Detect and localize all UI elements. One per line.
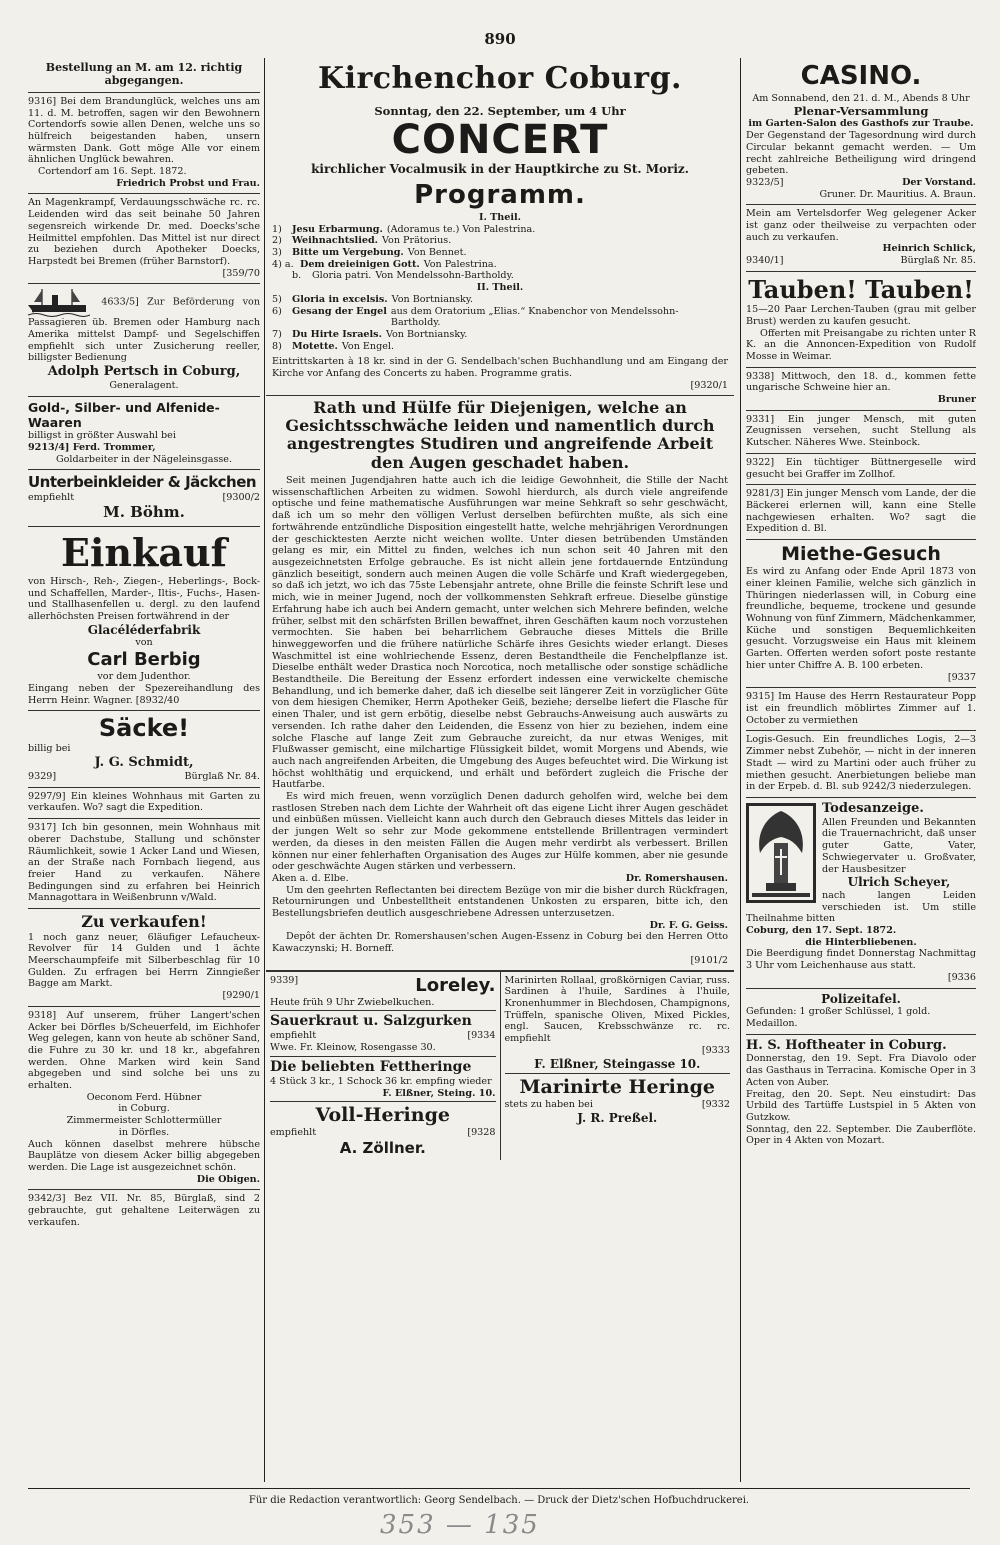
- middle-column: [266, 58, 734, 1482]
- programme-item-title: Jesu Erbarmung.: [292, 223, 383, 235]
- ad-polizeitafel-text: Gefunden: 1 großer Schlüssel, 1 gold. Medaillon.: [746, 1006, 931, 1029]
- concert-date: Sonntag, den 22. September, um 4 Uhr: [374, 103, 626, 118]
- ad-buettner: [746, 454, 976, 485]
- ad-sand-name2: Zimmermeister Schlottermüller: [66, 1115, 222, 1127]
- ad-marinirte-name: J. R. Preßel.: [577, 1111, 658, 1126]
- programme-item-number: 4) a.: [272, 258, 294, 270]
- ad-sand: [28, 1007, 260, 1191]
- ad-schweine: [746, 368, 976, 411]
- programme-item-number: 5): [272, 293, 282, 305]
- programme-item-composer: Von Bennet.: [407, 247, 467, 259]
- ad-doecks-text: An Magenkrampf, Verdauungsschwäche rc. rc. Leidenden wird das seit beinahe 50 Jahren segensreich wirkende Dr. med. Doecks'sche Heilmittel empfohlen. Das Mittel ist nur direct zu beziehen durch Apotheker Doecks, Harpstedt bei Bremen (früher Barnstorf).: [28, 197, 260, 267]
- programme-item-composer: Von Bortniansky.: [391, 293, 474, 305]
- ad-miethe-ref: [9337: [947, 671, 976, 683]
- programme-item-number: 3): [272, 247, 282, 259]
- programme-item: [272, 224, 728, 236]
- ad-marinirte-heringe: [505, 1076, 731, 1126]
- programme-item-composer: Von Palestrina.: [423, 258, 497, 270]
- programme-item-title: Du Hirte Israels.: [292, 328, 382, 340]
- ad-hoftheater-title: H. S. Hoftheater in Coburg.: [746, 1037, 947, 1053]
- ad-fettheringe-name: F. Elßner, Steing. 10.: [382, 1087, 496, 1099]
- ad-zimmer-text: 9315] Im Hause des Herrn Restaurateur Popp ist ein freundlich möblirtes Zimmer auf 1. October zu vermiethen: [746, 691, 976, 726]
- ad-marinirte-title: Marinirte Heringe: [519, 1076, 716, 1099]
- ad-casino-ref: 9323/5]: [746, 176, 784, 188]
- programme-item: [272, 306, 728, 329]
- programme-item-title: Weihnachtslied.: [292, 235, 378, 247]
- programme-item-title: Dem dreieinigen Gott.: [300, 258, 420, 270]
- ad-miethe-title: Miethe-Gesuch: [781, 543, 941, 566]
- ad-revolver-ref: [9290/1: [222, 990, 260, 1002]
- ad-loreley-text: Heute früh 9 Uhr Zwiebelkuchen.: [270, 996, 435, 1008]
- programme-item-title: Gloria patri.: [312, 270, 372, 282]
- article-signature-2: Dr. F. G. Geiss.: [649, 919, 728, 931]
- concert-subtitle: kirchlicher Vocalmusik in der Hauptkirche zu St. Moriz.: [311, 161, 689, 176]
- ad-casino-title: CASINO.: [800, 61, 922, 91]
- ad-unterbeinkleider-ref: [9300/2: [222, 491, 260, 503]
- article-place: Aken a. d. Elbe.: [272, 872, 349, 884]
- programme-item-composer: (Adoramus te.) Von Palestrina.: [386, 223, 536, 235]
- ad-logis-gesuch: [746, 731, 976, 798]
- ad-marinirte-text: stets zu haben bei: [504, 1099, 593, 1111]
- ad-revolver: [28, 909, 260, 1007]
- ad-sand-text: 9318] Auf unserem, früher Langert'schen Acker bei Dörfles b/Scheuerfeld, im Eichhofer Weg gelegen, kann von heute ab schöner Sand, die Fuhre zu 30 kr. und 18 kr., abgefahren werden. Ohne Marken wird kein Sand abgegeben und sind solche bei uns zu erhalten.: [28, 1009, 260, 1092]
- ad-todesanzeige-text2: nach langen Leiden verschieden ist. Um stille Theilnahme bitten: [746, 889, 976, 925]
- ad-acker-addr: Bürglaß Nr. 85.: [900, 255, 976, 267]
- tickets-ref: [9320/1: [690, 379, 728, 391]
- ad-todesanzeige-place: Coburg, den 17. Sept. 1872.: [746, 925, 897, 937]
- ad-auswanderung: [28, 284, 260, 396]
- ad-bestellung: [28, 58, 260, 93]
- ad-vollheringe-name: A. Zöllner.: [339, 1139, 426, 1158]
- ad-sauerkraut-text: empfiehlt: [270, 1030, 317, 1042]
- article-title: Rath und Hülfe für Diejenigen, welche an Gesichtsschwäche leiden und namentlich durch angestrengtes Studiren und angreifende Arbeit den Augen geschadet haben.: [285, 397, 715, 472]
- article-paragraph-3: Um den geehrten Reflectanten bei directem Bezüge von mir die bisher durch Rückfragen, Retournirungen und Unbestelltheit entstandenen Unkosten zu ersparen, bitte ich, den Bestellungsbriefen deutlich ausgeschriebene Adressen unterzusetzen.: [272, 884, 728, 920]
- ad-gold: [28, 397, 260, 471]
- ad-loreley-ref: 9339]: [270, 974, 299, 986]
- programme-item-number: 8): [272, 340, 282, 352]
- ad-auswanderung-sub: Generalagent.: [109, 380, 179, 392]
- programme-item-composer: Von Bortniansky.: [385, 328, 468, 340]
- article-depot: Depôt der ächten Dr. Romershausen'schen Augen-Essenz in Coburg bei den Herren Otto Kawaczynski; H. Borneff.: [272, 931, 728, 955]
- ad-loreley-title: Loreley.: [415, 974, 496, 996]
- ad-marinirte-ref: [9332: [701, 1099, 730, 1111]
- ad-rollaal-name: F. Elßner, Steingasse 10.: [534, 1056, 701, 1071]
- programme-item: [272, 329, 728, 341]
- concert-title: Kirchenchor Coburg.: [318, 61, 682, 96]
- ad-hoftheater: [746, 1035, 976, 1151]
- left-column: [28, 58, 265, 1482]
- right-column: [740, 58, 976, 1482]
- ad-kutscher: [746, 411, 976, 454]
- ad-bestellung-title: Bestellung an M. am 12. richtig abgegangen.: [45, 61, 243, 88]
- tickets-text: Eintrittskarten à 18 kr. sind in der G. Sendelbach'schen Buchhandlung und am Eingang der Kirche vor Anfang des Concerts zu haben. Programme gratis.: [272, 356, 728, 380]
- memorial-illustration-icon: [746, 803, 816, 903]
- ad-rollaal: [505, 975, 731, 1072]
- ad-todesanzeige-name: Ulrich Scheyer,: [847, 875, 951, 890]
- ad-saecke-text: billig bei: [28, 743, 71, 755]
- ad-saecke-name: J. G. Schmidt,: [94, 755, 194, 771]
- programme-item: [272, 294, 728, 306]
- ad-saecke-addr: Bürglaß Nr. 84.: [184, 771, 260, 783]
- programme-item: [272, 341, 728, 353]
- ad-sauerkraut-name: Wwe. Fr. Kleinow, Rosengasse 30.: [270, 1042, 436, 1054]
- ad-casino-text: Am Sonnabend, den 21. d. M., Abends 8 Uhr: [752, 92, 970, 104]
- concert-announcement: [266, 58, 734, 396]
- concert-heading: CONCERT: [391, 116, 609, 163]
- handwritten-note: 353 — 135: [380, 1510, 540, 1540]
- ad-tauben-title: Tauben! Tauben!: [748, 274, 974, 304]
- ad-schweine-text: 9338] Mittwoch, den 18. d., kommen fette ungarische Schweine hier an.: [746, 370, 976, 394]
- programme-item-number: 2): [272, 235, 282, 247]
- ad-tauben: [746, 272, 976, 368]
- ad-polizeitafel: [746, 989, 976, 1035]
- ad-gold-text: billigst in größter Auswahl bei: [28, 430, 176, 442]
- ad-hoftheater-text2: Freitag, den 20. Sept. Neu einstudirt: Das Urbild des Tartüffe Lustspiel in 5 Akten von Gutzkow.: [746, 1088, 976, 1123]
- ad-rollaal-ref: [9333: [701, 1044, 730, 1056]
- ad-wohnhaus-verkauf: [28, 819, 260, 909]
- ad-vollheringe: [270, 1104, 496, 1157]
- ad-doecks-ref: [359/70: [222, 267, 260, 279]
- ad-einkauf-text: von Hirsch-, Reh-, Ziegen-, Heberlings-, Bock- und Schaffellen, Marder-, Iltis-, Fuchs-, Hasen- und Stallhasenfellen u. dergl. zu den laufend allerhöchsten Preisen fortwährend in der: [28, 576, 260, 623]
- ad-acker-text: Mein am Vertelsdorfer Weg gelegener Acker ist ganz oder theilweise zu verpachten oder auch zu verkaufen.: [746, 208, 976, 243]
- ad-miethe-gesuch: [746, 540, 976, 688]
- article-depot-ref: [9101/2: [690, 954, 728, 966]
- programme-item-title: Motette.: [292, 340, 338, 352]
- ad-polizeitafel-title: Polizeitafel.: [821, 991, 901, 1006]
- small-ads-right: [500, 972, 735, 1161]
- ad-loreley: [270, 975, 496, 1009]
- ad-zimmer: [746, 688, 976, 731]
- ad-einkauf-addr: vor dem Judenthor.: [97, 671, 191, 683]
- ad-baeckerei-text: 9281/3] Ein junger Mensch vom Lande, der die Bäckerei erlernen will, kann eine Stelle nachgewiesen erhalten. Wo? sagt die Expedition d. Bl.: [746, 488, 976, 535]
- ad-unterbeinkleider-title: Unterbeinkleider & Jäckchen: [28, 473, 257, 492]
- ad-einkauf-title: Einkauf: [61, 529, 227, 575]
- ad-gold-sub: Goldarbeiter in der Nägeleinsgasse.: [55, 453, 233, 465]
- programme-item-composer: Von Mendelssohn-Bartholdy.: [375, 270, 514, 282]
- ad-unterbeinkleider: [28, 470, 260, 526]
- ad-logis-text: Logis-Gesuch. Ein freundliches Logis, 2—3 Zimmer nebst Zubehör, — nicht in der inneren Stadt — wird zu Martini oder auch früher zu miethen gesucht. Anerbietungen beliebe man in der Erpeb. d. Bl. sub 9242/3 niederzulegen.: [746, 734, 976, 793]
- programme-item-number: 7): [272, 328, 282, 340]
- programme-item: [272, 259, 728, 271]
- page-number: 890: [484, 30, 516, 48]
- ad-kutscher-text: 9331] Ein junger Mensch, mit guten Zeugnissen versehen, sucht Stellung als Kutscher. Näheres Wwe. Steinbock.: [746, 413, 976, 449]
- programme-item-composer: Von Engel.: [341, 340, 395, 352]
- ad-einkauf-von: von: [135, 637, 153, 649]
- ad-casino-b2: im Garten-Salon des Gasthofs zur Traube.: [748, 118, 974, 130]
- ad-todesanzeige-signature: die Hinterbliebenen.: [805, 936, 917, 948]
- programme-item: [272, 247, 728, 259]
- ad-vollheringe-text: empfiehlt: [270, 1127, 317, 1139]
- ad-wohnhaus-klein-text: 9297/9] Ein kleines Wohnhaus mit Garten zu verkaufen. Wo? sagt die Expedition.: [28, 790, 260, 814]
- ad-unterbeinkleider-name: M. Böhm.: [103, 503, 185, 522]
- ad-brand-text: 9316] Bei dem Brandunglück, welches uns am 11. d. M. betroffen, sagen wir den Bewohnern Cortendorfs sowie allen Denen, welche uns so hülfreich beigestanden haben, unsern wärmsten Dank. Gott möge Alle vor einem ähnlichen Unglück bewahren.: [28, 95, 260, 166]
- ad-acker-name: Heinrich Schlick,: [882, 243, 976, 255]
- ad-tauben-text: 15—20 Paar Lerchen-Tauben (grau mit gelber Brust) werden zu kaufen gesucht.: [746, 304, 976, 327]
- ad-auswanderung-name: Adolph Pertsch in Coburg,: [47, 364, 241, 380]
- ad-saecke-title: Säcke!: [98, 714, 190, 743]
- programme-item-composer: Von Prätorius.: [382, 235, 452, 247]
- ad-wohnhaus-verkauf-text: 9317] Ich bin gesonnen, mein Wohnhaus mit oberer Dachstube, Stallung und schönster Räumlichkeit, sowie 1 Acker Land und Wiesen, an der Straße nach Fornbach liegend, aus freier Hand zu verkaufen. Nähere Bedingungen sind zu erfahren bei Heinrich Mannagottara in Weißenbrunn v/Wald.: [28, 822, 260, 904]
- programme-item: [272, 235, 728, 247]
- small-ads-grid: [266, 971, 734, 1161]
- ad-revolver-title: Zu verkaufen!: [81, 912, 207, 932]
- ad-sand-place1: in Coburg.: [118, 1103, 170, 1115]
- ad-brand-signature: Friedrich Probst und Frau.: [116, 177, 260, 189]
- programme-list-part2: [272, 294, 728, 353]
- ad-sand-name1: Oeconom Ferd. Hübner: [86, 1091, 202, 1103]
- programme-part1: I. Theil.: [478, 211, 521, 223]
- article-signature: Dr. Romershausen.: [625, 872, 728, 884]
- ad-hoftheater-text: Donnerstag, den 19. Sept. Fra Diavolo oder das Gasthaus in Terracina. Komische Oper in 3 Acten von Auber.: [746, 1053, 976, 1088]
- ad-vollheringe-title: Voll-Heringe: [315, 1104, 450, 1127]
- ad-hoftheater-text3: Sonntag, den 22. September. Die Zauberflöte. Oper in 4 Akten von Mozart.: [746, 1123, 976, 1147]
- ad-sauerkraut: [270, 1013, 496, 1053]
- ad-fettheringe-title: Die beliebten Fettheringe: [270, 1058, 472, 1075]
- augen-essenz-article: [266, 396, 734, 971]
- ad-fettheringe-text: 4 Stück 3 kr., 1 Schock 36 kr. empfing wieder: [270, 1075, 492, 1087]
- ad-einkauf-note: Eingang neben der Spezereihandlung des Herrn Heinr. Wagner. [8932/40: [28, 682, 260, 706]
- programme-heading: Programm.: [414, 180, 586, 211]
- ad-einkauf-name: Carl Berbig: [87, 649, 201, 671]
- ad-casino-b1: Plenar-Versammlung: [793, 104, 929, 119]
- ad-einkauf-sub: Glacéléderfabrik: [87, 622, 201, 637]
- ad-leiterwaegen: [28, 1190, 260, 1232]
- programme-item-title: Gloria in excelsis.: [292, 293, 388, 305]
- ad-sauerkraut-title: Sauerkraut u. Salzgurken: [270, 1013, 472, 1030]
- ad-sand-place2: in Dörfles.: [118, 1126, 170, 1138]
- ad-casino: [746, 58, 976, 205]
- ad-todesanzeige-title: Todesanzeige.: [822, 800, 924, 816]
- ad-baeckerei: [746, 485, 976, 540]
- ad-unterbeinkleider-text: empfiehlt: [28, 491, 75, 503]
- ad-todesanzeige: [746, 798, 976, 989]
- ad-saecke: [28, 711, 260, 788]
- ad-gold-title: Gold-, Silber- und Alfenide-Waaren: [28, 399, 220, 430]
- programme-item: [272, 270, 728, 282]
- ad-wohnhaus-klein: [28, 788, 260, 819]
- ad-auswanderung-text: 4633/5] Zur Beförderung von Passagieren üb. Bremen oder Hamburg nach Amerika mittelst Dampf- und Segelschiffen empfiehlt sich unter Zusicherung reeller, billigster Bedienung: [28, 296, 260, 364]
- ad-casino-signature: Der Vorstand.: [902, 176, 976, 188]
- ad-doecks: [28, 194, 260, 284]
- ad-sand-signature: Die Obigen.: [196, 1173, 260, 1185]
- ad-revolver-text: 1 noch ganz neuer, 6läufiger Lefaucheux-Revolver für 14 Gulden und 1 ächte Meerschaumpfeife mit Silberbeschlag für 10 Gulden. Zu erfragen bei Herrn Zinngießer Bagge am Markt.: [28, 931, 260, 990]
- programme-item-number: 6): [272, 305, 282, 317]
- ad-todesanzeige-text3: Die Beerdigung findet Donnerstag Nachmittag 3 Uhr vom Leichenhause aus statt.: [746, 948, 976, 972]
- article-paragraph-1: Seit meinen Jugendjahren hatte auch ich die leidige Gewohnheit, die Stille der Nacht wissenschaftlichen Arbeiten zu widmen. Sowohl hierdurch, als durch viele angreifende optische und feine mathematische Ausführungen war meine Sehkraft so sehr geschwächt, daß ich um so mehr den völligen Verlust derselben befürchten mußte, als sich eine fortwährende entzündliche Disposition eingestellt hatte, welche mehrjährigen Verordnungen der geschicktesten Aerzte nicht weichen wollte. Unter diesen betrübenden Umständen gelang es mir, ein Mittel zu finden, welches ich nun schon seit 40 Jahren mit den ausgezeichnetsten Erfolge gebrauche. Es ist nicht allein jene fortdauernde Entzündung gänzlich beseitigt, sondern auch meinen Augen die volle Schärfe und Kraft wiedergegeben, so daß ich jetzt, wo ich das 75ste Lebensjahr antrete, ohne Brille die feinste Schrift lese und mich, wie in meiner Jugend, noch der vollkommensten Sehkraft erfreue. Dieselbe günstige Erfahrung habe ich auch bei Andern gemacht, unter welchen sich Mehrere befinden, welche früher, selbst mit den schärfsten Brillen bewaffnet, ihren Geschäften kaum noch vorzustehen vermochten. Sie haben bei beharrlichem Gebrauche dieses Mittels die Brille hinweggeworfen und die frühere natürliche Schärfe ihres Gesichts wieder erlangt. Dieses Waschmittel ist eine wohlriechende Essenz, deren Bestandtheile die Fenchelpflanze ist. Dieselbe enthält weder Drastica noch Norcotica, noch metallische oder sonstige schädliche Bestandtheile. Die Bereitung der Essenz erfordert indessen eine verwickelte chemische Behandlung, und ich bemerke daher, daß ich dieselbe seit längerer Zeit in vorzüglicher Güte von dem hiesigen Chemiker, Herrn Apotheker Geiß, beziehe; derselbe liefert die Flasche für einen Thaler, und ist gern erbötig, dieselbe nebst Gebrauchs-Anweisung auch auswärts zu versenden. Ich rathe daher den Leidenden, die Essenz von hier zu beziehen, indem eine solche Flasche auf lange Zeit zum Gebrauche zureicht, da nur etwas Weniges, mit Flußwasser gemischt, eine milchartige Flüssigkeit bildet, womit Morgens und Abends, wie auch nach angreifenden Arbeiten, die Umgebung des Auges befeuchtet wird. Die Wirkung ist höchst wohlthätig und erquickend, und erhält und befördert zugleich die Frische der Hautfarbe.: [272, 475, 728, 791]
- ad-casino-names: Gruner. Dr. Mauritius. A. Braun.: [819, 188, 976, 200]
- footer-imprint: Für die Redaction verantwortlich: Georg Sendelbach. — Druck der Dietz'schen Hofbuchdruckerei.: [28, 1488, 970, 1507]
- programme-list-part1: [272, 224, 728, 283]
- steamship-icon: [28, 287, 90, 317]
- ad-gold-name: 9213/4] Ferd. Trommer,: [28, 441, 156, 453]
- programme-item-title: Bitte um Vergebung.: [292, 247, 404, 259]
- programme-item-title: Gesang der Engel: [292, 305, 387, 317]
- ad-sauerkraut-ref: [9334: [467, 1030, 496, 1042]
- small-ads-left: [266, 972, 500, 1161]
- ad-fettheringe: [270, 1059, 496, 1099]
- ad-brand-place: Cortendorf am 16. Sept. 1872.: [38, 166, 187, 178]
- ad-miethe-text: Es wird zu Anfang oder Ende April 1873 von einer kleinen Familie, welche sich gänzlich in Thüringen niederlassen will, in Coburg eine freundliche, bequeme, trockene und gesunde Wohnung von fünf Zimmern, Mädchenkammer, Küche und sonstigen Bequemlichkeiten gesucht. Vorzugsweise ein Haus mit kleinem Garten. Offerten werden sofort poste restante hier unter Chiffre A. B. 100 erbeten.: [746, 566, 976, 671]
- ad-leiterwaegen-text: 9342/3] Bez VII. Nr. 85, Bürglaß, sind 2 gebrauchte, gut gehaltene Leiterwägen zu verkaufen.: [28, 1193, 260, 1228]
- ad-todesanzeige-ref: [9336: [947, 971, 976, 983]
- article-paragraph-2: Es wird mich freuen, wenn vorzüglich Denen dadurch geholfen wird, welche bei dem rastlosen Streben nach dem Lichte der Wahrheit oft das eigene Licht ihrer Augen geschädet und einbüßen müssen. Vielleicht kann auch durch den Gebrauch dieses Mittels das leider in der jungen Welt so sehr zur Mode gekommene entstellende Brillentragen vermindert werden, da dieses in den meisten Fällen die Augen mehr verdirbt als verbessert. Brillen können nur einer fehlerhaften Organisation des Auges zur Hülfe kommen, aber nie gesunde oder geschwächte Augen stärken und verbessern.: [272, 791, 728, 873]
- ad-saecke-ref: 9329]: [28, 771, 57, 783]
- ad-acker-ref: 9340/1]: [746, 255, 784, 267]
- ad-todesanzeige-text: Allen Freunden und Bekannten die Trauernachricht, daß unser guter Gatte, Vater, Schwiegervater u. Großvater, der Hausbesitzer: [822, 816, 976, 875]
- ad-einkauf: [28, 527, 260, 712]
- ad-brand-dank: [28, 93, 260, 195]
- programme-item-number: b.: [292, 270, 302, 282]
- ad-sand-text2: Auch können daselbst mehrere hübsche Bauplätze von diesem Acker billig abgegeben werden. Die Lage ist ausgezeichnet schön.: [28, 1138, 260, 1173]
- programme-part2: II. Theil.: [476, 282, 524, 294]
- programme-item-composer: aus dem Oratorium „Elias.“ Knabenchor von Mendelssohn-Bartholdy.: [390, 305, 679, 329]
- ad-tauben-text2: Offerten mit Preisangabe zu richten unter R K. an die Annoncen-Expedition von Rudolf Mosse in Weimar.: [746, 327, 976, 362]
- ad-schweine-name: Bruner: [937, 394, 976, 406]
- ad-acker: [746, 205, 976, 272]
- programme-item-number: 1): [272, 223, 282, 235]
- ad-casino-text2: Der Gegenstand der Tagesordnung wird durch Circular bekannt gemacht werden. — Um recht zahlreiche Betheiligung wird dringend gebeten.: [746, 130, 976, 177]
- ad-rollaal-text: Marinirten Rollaal, großkörnigen Caviar, russ. Sardinen à l'huile, Sardines à l'huile, Kronenhummer in Blechdosen, Champignons, Trüffeln, spanische Oliven, Mixed Pickles, engl. Saucen, Krebsschwänze rc. rc. empfiehlt: [504, 974, 730, 1045]
- ad-buettner-text: 9322] Ein tüchtiger Büttnergeselle wird gesucht bei Graffer im Zollhof.: [746, 456, 976, 480]
- ad-vollheringe-ref: [9328: [467, 1127, 496, 1139]
